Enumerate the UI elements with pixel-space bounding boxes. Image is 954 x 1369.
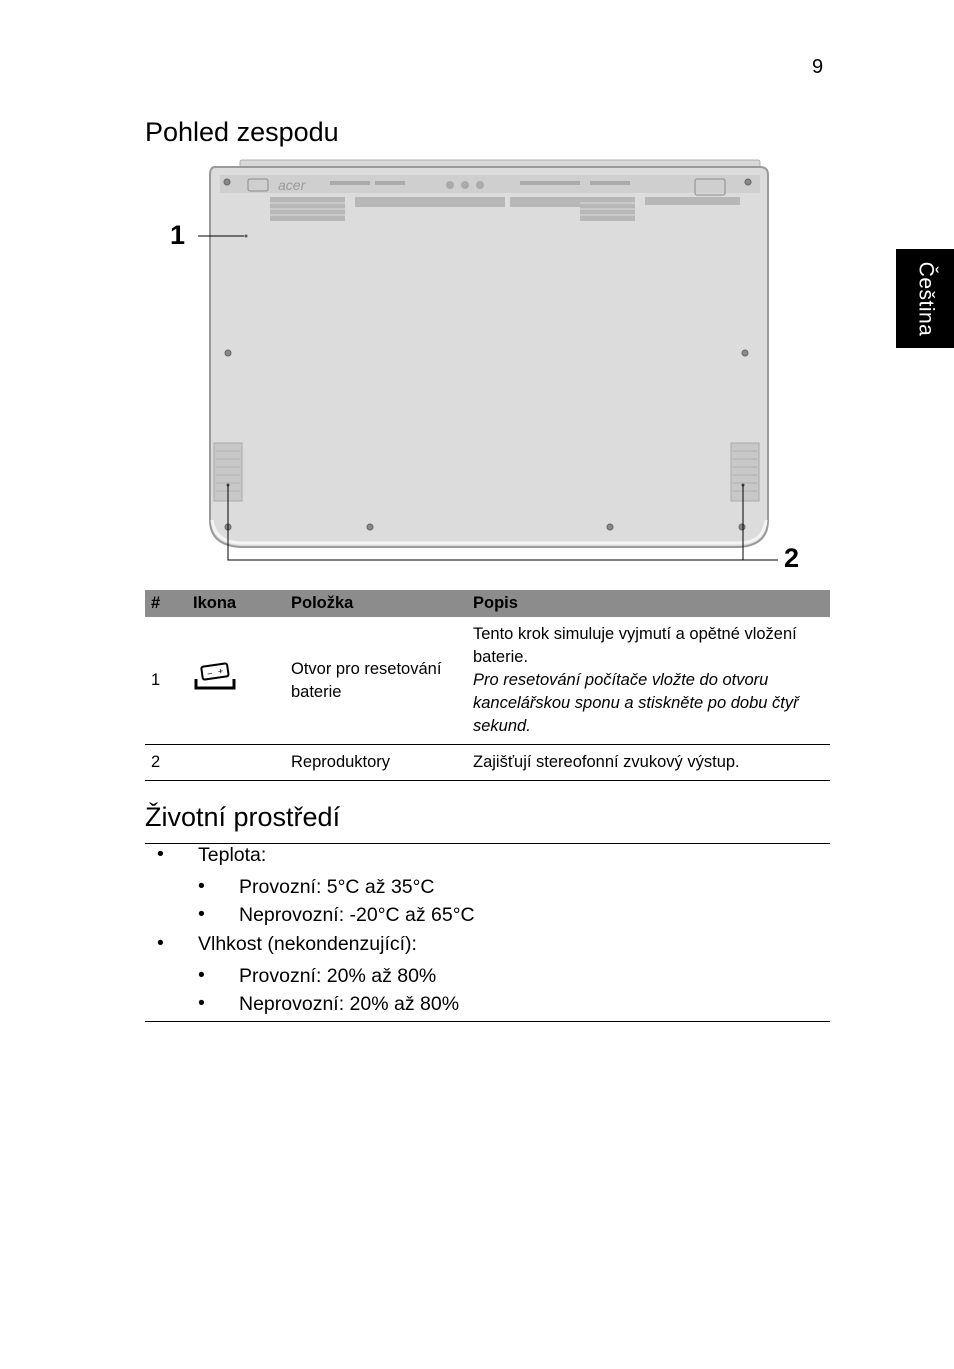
bullet-icon: •	[198, 964, 205, 986]
row-item: Reproduktory	[285, 745, 467, 781]
row-icon-cell	[187, 745, 285, 781]
column-header-item: Položka	[285, 590, 467, 617]
language-tab: Čeština	[896, 249, 954, 348]
list-item: Teplota:	[198, 844, 267, 866]
row-item: Otvor pro resetování baterie	[285, 617, 467, 745]
list-item: Neprovozní: -20°C až 65°C	[239, 904, 475, 926]
page-number: 9	[812, 56, 824, 78]
divider	[145, 1021, 830, 1022]
callout-1: 1	[170, 220, 186, 250]
svg-text:+: +	[217, 665, 224, 677]
column-header-number: #	[145, 590, 187, 617]
row-number: 1	[145, 617, 187, 745]
section-title-bottom-view: Pohled zespodu	[145, 117, 339, 147]
table-row	[145, 745, 830, 781]
row-description: Zajišťují stereofonní zvukový výstup.	[467, 745, 830, 781]
row-description	[467, 617, 830, 745]
row-icon-cell	[187, 617, 285, 745]
laptop-bottom-illustration	[160, 155, 820, 575]
description-note: Pro resetování počítače vložte do otvoru kancelářskou sponu a stiskněte po dobu čtyř sekund.	[473, 671, 799, 735]
bullet-icon: •	[157, 932, 164, 954]
list-item: Vlhkost (nekondenzující):	[198, 933, 417, 955]
svg-text:−: −	[206, 668, 214, 680]
bullet-icon: •	[198, 903, 205, 925]
description-text: Tento krok simuluje vyjmutí a opětné vložení baterie.	[473, 625, 797, 666]
table-header-row	[145, 590, 830, 617]
list-item: Provozní: 5°C až 35°C	[239, 876, 435, 898]
list-item: Neprovozní: 20% až 80%	[239, 993, 460, 1015]
list-item: Provozní: 20% až 80%	[239, 965, 437, 987]
section-title-environment: Životní prostředí	[145, 802, 341, 832]
bullet-icon: •	[198, 875, 205, 897]
row-number: 2	[145, 745, 187, 781]
bullet-icon: •	[157, 843, 164, 865]
callout-2: 2	[784, 543, 800, 573]
components-table	[145, 590, 830, 781]
svg-text:acer: acer	[278, 177, 306, 193]
column-header-icon: Ikona	[187, 590, 285, 617]
battery-reset-icon	[193, 665, 237, 696]
bullet-icon: •	[198, 992, 205, 1014]
column-header-description: Popis	[467, 590, 830, 617]
table-row	[145, 617, 830, 745]
